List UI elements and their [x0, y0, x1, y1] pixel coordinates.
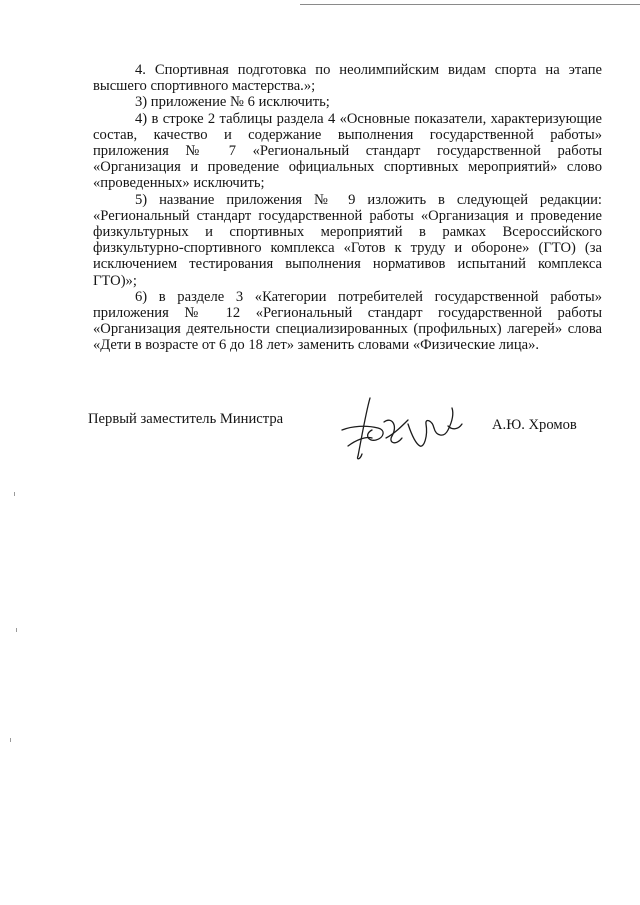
paragraph-item-4: 4. Спортивная подготовка по неолимпийским видам спорта на этапе высшего спортивного мастерства.»; — [93, 62, 602, 95]
document-body — [93, 62, 602, 354]
paragraph-item-6-replace: 6) в разделе 3 «Категории потребителей государственной работы» приложения № 12 «Региональный стандарт государственной работы «Организация деятельности специализированных (профильных) лагерей» слова «Дети в возрасте от 6 до 18 лет» заменить словами «Физические лица». — [93, 288, 602, 354]
paragraph-item-5-rename: 5) название приложения № 9 изложить в следующей редакции: «Региональный стандарт государственной работы «Организация и проведение физкультурных и спортивных мероприятий в рамках Всероссийского физкультурно-спортивного комплекса «Готов к труду и обороне» (ГТО) (за исключением тестирования выполнения нормативов испытаний комплекса ГТО)»; — [93, 191, 602, 289]
handwritten-signature — [336, 396, 486, 466]
signature-block — [88, 396, 608, 466]
scan-margin-mark — [10, 738, 11, 742]
paragraph-item-3-exclude: 3) приложение № 6 исключить; — [135, 94, 330, 111]
scan-edge-line — [300, 4, 640, 5]
scan-margin-mark — [14, 492, 15, 496]
paragraph-item-4-table-row: 4) в строке 2 таблицы раздела 4 «Основные показатели, характеризующие состав, качество и содержание выполнения государственной работы» приложения № 7 «Региональный стандарт государственной работы «Организация и проведение официальных спортивных мероприятий» слово «проведенных» исключить; — [93, 110, 602, 192]
signatory-position: Первый заместитель Министра — [88, 411, 284, 427]
scan-margin-mark — [16, 628, 17, 632]
signatory-name: А.Ю. Хромов — [492, 417, 577, 433]
